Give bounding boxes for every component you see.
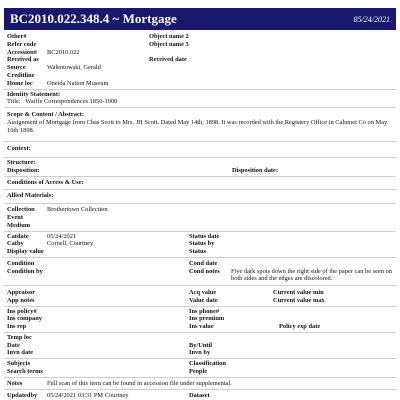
structure-label: Structure: (7, 158, 36, 166)
status-by-label: Status by (189, 240, 215, 248)
record-title-bar (4, 8, 396, 30)
event-label: Event (7, 213, 23, 221)
collection-label: Collection (7, 206, 35, 214)
conditions-access-group (4, 177, 396, 191)
identity-statement-group (4, 90, 396, 109)
medium-label: Medium (7, 221, 31, 229)
catalog-group (4, 232, 396, 258)
date-label: Date (7, 341, 20, 349)
received-as-label: Received as (7, 56, 39, 64)
location-group (4, 333, 396, 359)
current-value-min-label: Current value min (273, 288, 324, 296)
notes-value: Full scan of this item can be found in accession file under supplemental. (47, 379, 232, 387)
other-num-label: Other# (7, 33, 27, 40)
received-date-label: Received date (149, 56, 187, 64)
cond-notes-label: Cond notes (189, 267, 220, 275)
object-name-2-label: Object name 2 (149, 33, 189, 40)
object-name-3-label: Object name 3 (149, 40, 189, 48)
condition-label: Condition (7, 259, 35, 267)
cond-date-label: Cond date (189, 259, 218, 267)
catdate-label: Catdate (7, 232, 29, 240)
catby-label: Catby (7, 240, 24, 248)
creditline-label: Creditline (7, 71, 35, 79)
search-terms-label: Search terms (7, 368, 43, 376)
accession-value: BC2010.022 (47, 48, 80, 56)
scope-text: Assignment of Mortgage from Chas Scott to Mrs. JH Scott. Dated May 14th, 1898. It was recorded with the Registery Office in Calumet Co on May 16th 1898. (7, 118, 388, 134)
condition-by-label: Condition by (7, 267, 43, 275)
source-value: Walentowski, Gerald (47, 64, 101, 72)
identity-statement-label: Identity Statement: (7, 90, 61, 98)
invn-by-label: Invn by (189, 349, 211, 357)
ins-premium-label: Ins premium (189, 315, 225, 323)
subjects-group (4, 359, 396, 378)
cond-notes-value: Five dark spots down the right side of the paper can be seen on both sides and the edges are discolored. (231, 267, 392, 283)
notes-group (4, 378, 396, 390)
home-loc-value: Oneida Nation Museum (47, 79, 109, 87)
temp-loc-label: Temp loc (7, 333, 32, 341)
appraisal-group (4, 286, 396, 307)
catby-value: Cornell, Courtney (47, 240, 94, 248)
collection-value: Brothertown Collection (47, 206, 108, 214)
scope-group (4, 108, 396, 142)
allied-materials-group (4, 190, 396, 204)
ins-company-label: Ins company (7, 315, 42, 323)
refer-code-label: Refer code (7, 40, 37, 48)
disposition-label: Disposition: (7, 166, 40, 174)
value-date-label: Value date (189, 296, 218, 304)
allied-materials-label: Allied Materials: (7, 192, 54, 200)
app-notes-label: App notes (7, 296, 35, 304)
catdate-value: 05/24/2021 (47, 232, 77, 240)
structure-group (4, 158, 396, 177)
updatedby-label: Updatedby (7, 391, 38, 399)
context-label: Context: (7, 145, 31, 153)
accession-label: Accession# (7, 48, 37, 56)
context-group (4, 142, 396, 158)
policy-exp-date-label: Policy exp date (279, 323, 321, 331)
classification-label: Classification (189, 360, 226, 368)
ins-value-label: Ins value (189, 323, 214, 331)
acq-value-label: Acq value (189, 288, 217, 296)
people-label: People (189, 368, 208, 376)
identifier-group (4, 32, 396, 90)
status-label: Status (189, 248, 207, 256)
record-title: BC2010.022.348.4 ~ Mortgage (10, 11, 177, 26)
invn-date-label: Invn date (7, 349, 34, 357)
updated-group (4, 390, 396, 400)
status-date-label: Status date (189, 232, 220, 240)
ins-policy-label: Ins policy# (7, 307, 37, 315)
insurance-group (4, 307, 396, 333)
ins-rep-label: Ins rep (7, 323, 27, 331)
condition-group (4, 258, 396, 286)
disposition-date-label: Disposition date: (232, 166, 278, 174)
ins-phone-label: Ins phone# (189, 307, 220, 315)
display-value-label: Display value (7, 248, 44, 256)
scope-label: Scope & Content / Abstract: (7, 111, 85, 119)
notes-label: Notes (7, 379, 23, 387)
current-value-max-label: Current value max (273, 296, 325, 304)
identity-statement-value: Title: Waiffe Correspondences 1850-1900 (7, 98, 118, 106)
collection-group (4, 204, 396, 231)
source-label: Source (7, 64, 26, 72)
dataset-label: Dataset (189, 391, 210, 399)
subjects-label: Subjects (7, 360, 31, 368)
by-until-label: By/Until (189, 341, 213, 349)
home-loc-label: Home loc (7, 79, 33, 87)
record-content (4, 32, 396, 399)
updatedby-value: 05/24/2021 03:31 PM Courtney (47, 391, 129, 399)
conditions-access-label: Conditions of Access & Use: (7, 178, 84, 186)
appraisor-label: Appraisor (7, 288, 36, 296)
record-date: 05/24/2021 (353, 14, 390, 24)
